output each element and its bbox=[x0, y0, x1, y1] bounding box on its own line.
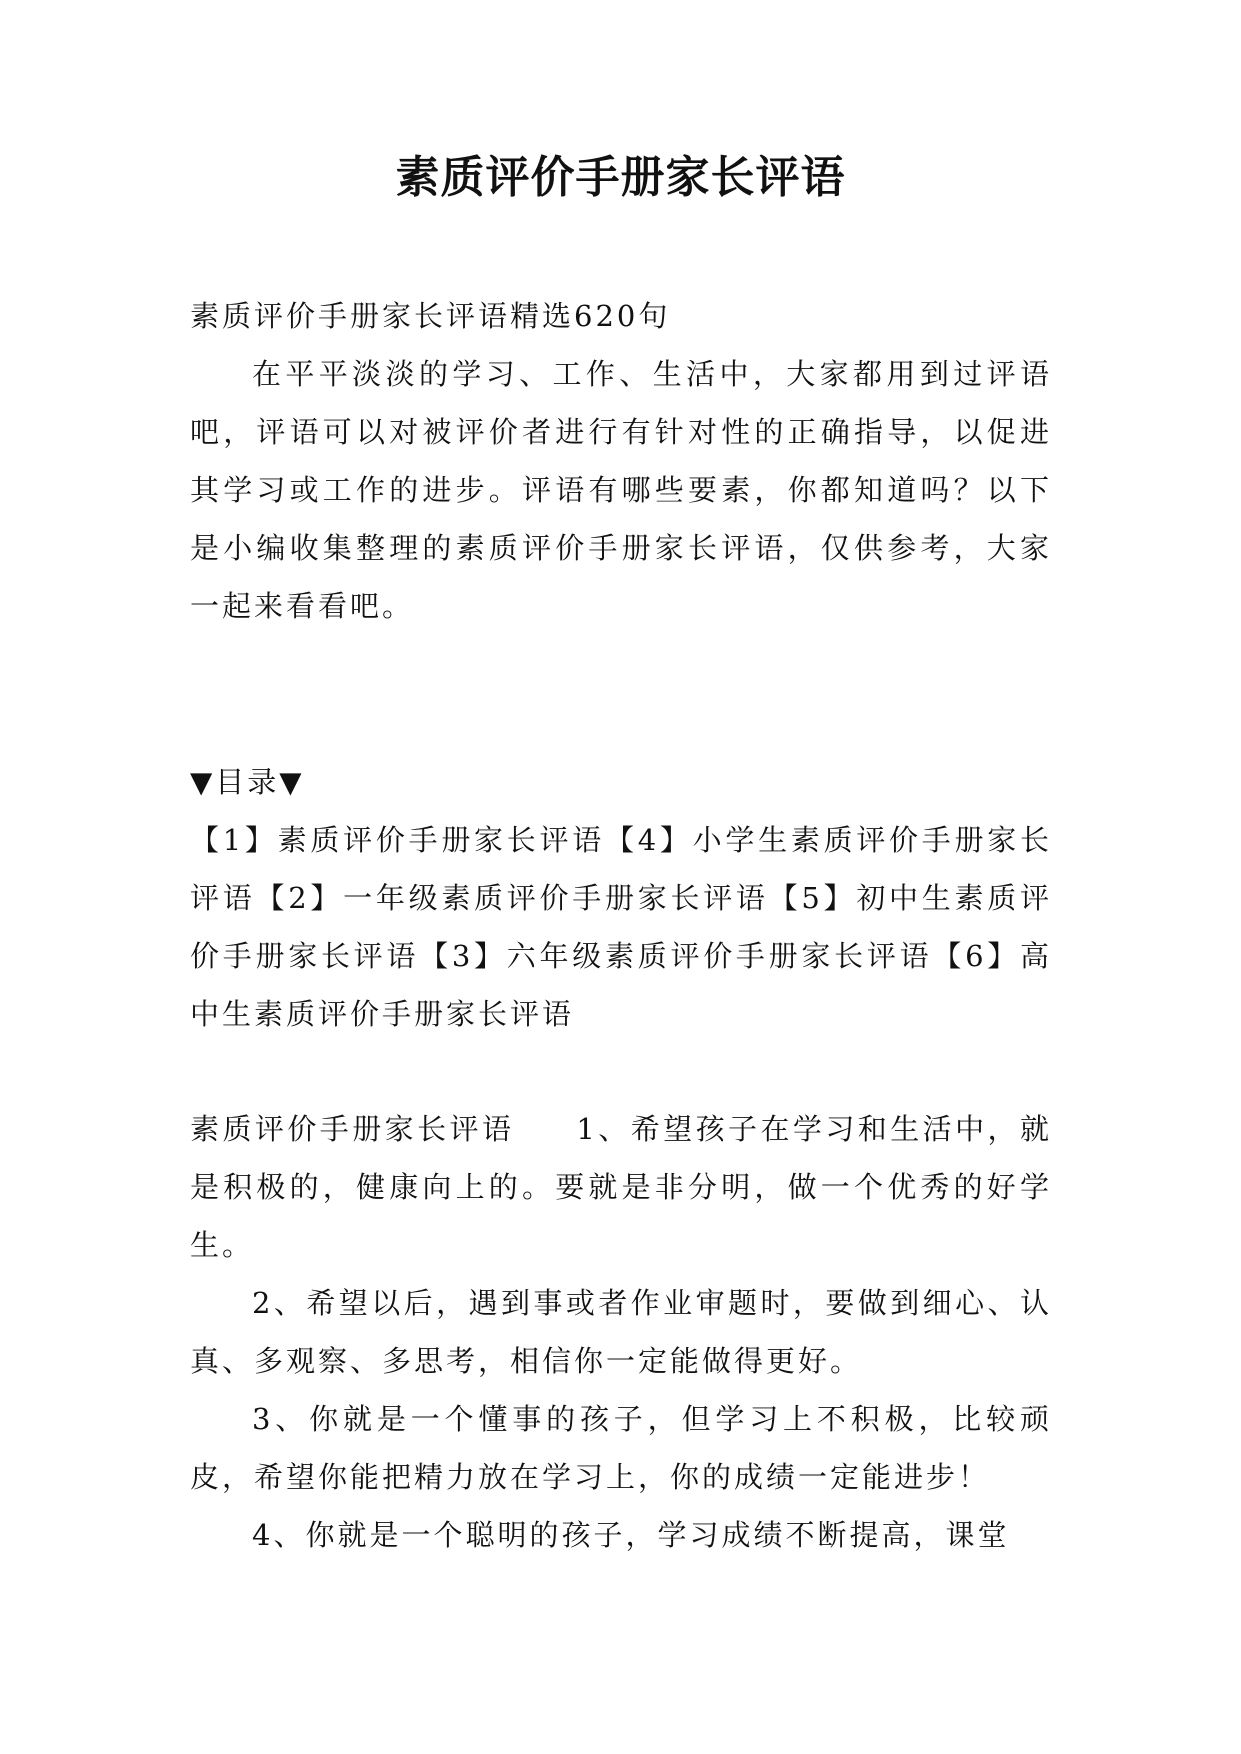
comment-item-1-paragraph bbox=[190, 1100, 1052, 1274]
toc-entries: 【1】素质评价手册家长评语【4】小学生素质评价手册家长评语【2】一年级素质评价手册家长评语【5】初中生素质评价手册家长评语【3】六年级素质评价手册家长评语【6】高中生素质评价手册家长评语 bbox=[190, 823, 1052, 1031]
section-heading: 素质评价手册家长评语 bbox=[190, 1112, 515, 1146]
comment-item-2: 2、希望以后，遇到事或者作业审题时，要做到细心、认真、多观察、多思考，相信你一定能做得更好。 bbox=[190, 1286, 1052, 1378]
intro-block bbox=[190, 287, 1052, 635]
comment-item-4: 4、你就是一个聪明的孩子，学习成绩不断提高，课堂 bbox=[252, 1518, 1010, 1552]
table-of-contents bbox=[190, 753, 1052, 1043]
toc-heading: ▼目录▼ bbox=[190, 765, 305, 799]
comments-section bbox=[190, 1100, 1052, 1564]
comment-item-1: 1、希望孩子在学习和生活中，就是积极的，健康向上的。要就是非分明，做一个优秀的好学生。 bbox=[190, 1112, 1052, 1262]
comment-item-3: 3、你就是一个懂事的孩子，但学习上不积极，比较顽皮，希望你能把精力放在学习上，你的成绩一定能进步！ bbox=[190, 1402, 1052, 1494]
document-subtitle: 素质评价手册家长评语精选620句 bbox=[190, 299, 671, 333]
document-title: 素质评价手册家长评语 bbox=[395, 152, 846, 203]
intro-paragraph: 在平平淡淡的学习、工作、生活中，大家都用到过评语吧，评语可以对被评价者进行有针对性的正确指导，以促进其学习或工作的进步。评语有哪些要素，你都知道吗？以下是小编收集整理的素质评价手册家长评语，仅供参考，大家一起来看看吧。 bbox=[190, 357, 1052, 623]
